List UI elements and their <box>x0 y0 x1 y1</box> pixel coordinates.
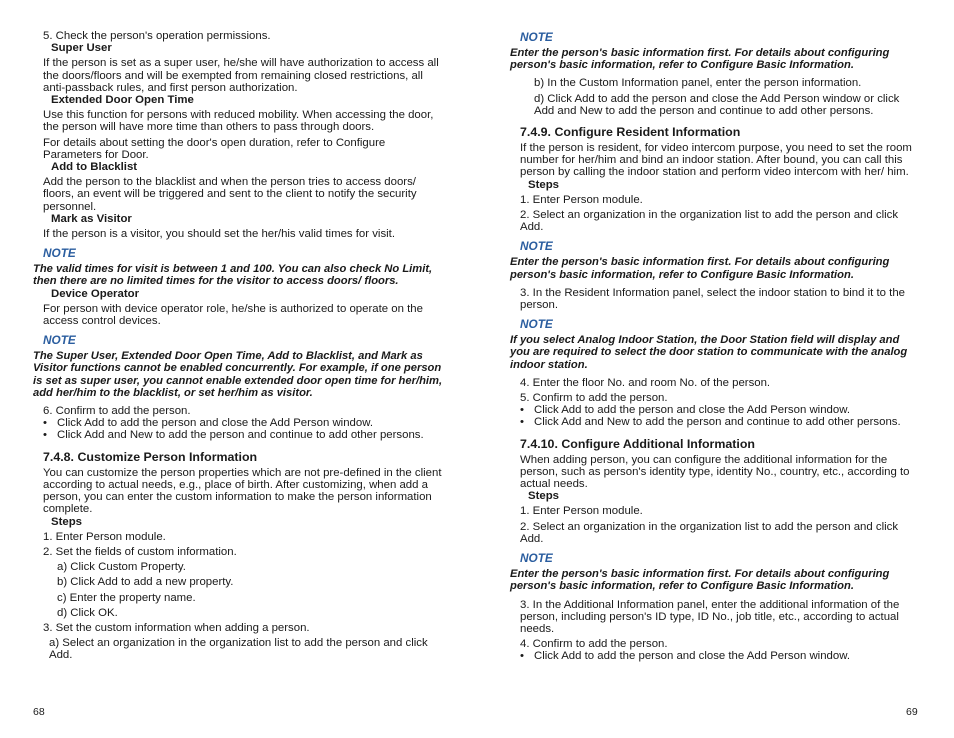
page-69 <box>510 30 920 663</box>
blacklist-text: Add the person to the blacklist and when the person tries to access doors/ floors, an event will be triggered and sent to the client to notify the security personnel. <box>43 176 417 213</box>
visitor-heading: Mark as Visitor <box>51 212 132 225</box>
list-item: • Click Add to add the person and close the Add Person window. <box>520 650 850 663</box>
bullet: • <box>520 416 524 429</box>
steps-heading: Steps <box>528 490 560 503</box>
section-heading: 7.4.8. Customize Person Information <box>43 449 258 464</box>
note-text: If you select Analog Indoor Station, the Door Station field will display and you are required to select the door station to communicate with the analog indoor station. <box>510 334 908 371</box>
section-heading: 7.4.9. Configure Resident Information <box>520 125 741 140</box>
step-1: 1. Enter Person module. <box>520 505 643 518</box>
step-1: 1. Enter Person module. <box>520 193 643 206</box>
section-intro: You can customize the person properties which are not pre-defined in the client according to actual needs, e.g., place of birth. After customizing, when add a person, you can enter the custom information to make the person information complete. <box>43 466 442 516</box>
steps-heading: Steps <box>528 178 560 191</box>
step-4: 4. Enter the floor No. and room No. of the person. <box>520 376 771 389</box>
note-label: NOTE <box>43 333 76 348</box>
list-item: • Click Add to add the person and close the Add Person window. <box>43 417 373 430</box>
step-2: 2. Select an organization in the organization list to add the person and click Add. <box>520 209 899 234</box>
note-text: Enter the person's basic information first. For details about configuring person's basic information, refer to Configure Basic Information. <box>510 47 890 72</box>
note-label: NOTE <box>520 317 553 332</box>
step-5: 5. Confirm to add the person. <box>520 392 668 405</box>
bullet: • <box>43 417 47 430</box>
step-2c: c) Enter the property name. <box>57 591 196 604</box>
step-3: 3. In the Resident Information panel, select the indoor station to bind it to the person. <box>520 286 905 312</box>
note-label: NOTE <box>520 30 553 44</box>
device-operator-text: For person with device operator role, he/she is authorized to operate on the access control devices. <box>43 302 423 328</box>
device-operator-heading: Device Operator <box>51 287 139 300</box>
section-intro: If the person is resident, for video intercom purpose, you need to set the room number for her/him and bind an indoor station. After bound, you can call this person by calling the indoor station and perform video intercom with her/ him. <box>520 142 912 179</box>
step-5: 5. Check the person's operation permissions. <box>43 30 271 42</box>
step-6: 6. Confirm to add the person. <box>43 405 191 418</box>
step-2: 2. Set the fields of custom information. <box>43 545 237 558</box>
step-3a: a) Select an organization in the organization list to add the person and click Add. <box>49 637 428 662</box>
extended-door-text: Use this function for persons with reduced mobility. When accessing the door, the person will have more time than others to pass through doors. <box>43 109 434 134</box>
note-label: NOTE <box>520 239 553 254</box>
step-2d: d) Click OK. <box>57 606 118 619</box>
section-heading: 7.4.10. Configure Additional Information <box>520 436 755 451</box>
bullet: • <box>43 429 47 442</box>
note-label: NOTE <box>43 246 76 261</box>
list-item: • Click Add and New to add the person and continue to add other persons. <box>43 429 424 442</box>
bullet: • <box>520 404 524 417</box>
note-label: NOTE <box>520 551 553 566</box>
step-1: 1. Enter Person module. <box>43 530 166 543</box>
step-2a: a) Click Custom Property. <box>57 561 186 574</box>
step-3: 3. Set the custom information when adding a person. <box>43 621 310 634</box>
step-4: 4. Confirm to add the person. <box>520 638 668 651</box>
list-item: • Click Add and New to add the person and continue to add other persons. <box>520 416 901 429</box>
visitor-text: If the person is a visitor, you should set the her/his valid times for visit. <box>43 228 396 241</box>
steps-heading: Steps <box>51 515 83 528</box>
page-number: 68 <box>33 706 45 718</box>
step-3d: d) Click Add to add the person and close the Add Person window or click Add and New to add the person and continue to add other persons. <box>534 92 900 117</box>
page-68 <box>33 30 443 662</box>
step-3: 3. In the Additional Information panel, enter the additional information of the person, including person's ID type, ID No., job title, etc., according to actual needs. <box>520 598 900 635</box>
extended-door-ref: For details about setting the door's open duration, refer to Configure Parameters for Door. <box>43 136 386 161</box>
note-text: Enter the person's basic information first. For details about configuring person's basic information, refer to Configure Basic Information. <box>510 568 890 593</box>
note-text: The valid times for visit is between 1 and 100. You can also check No Limit, then there are no limited times for the visitor to access doors/ floors. <box>33 263 433 288</box>
note-text: The Super User, Extended Door Open Time, Add to Blacklist, and Mark as Visitor functions cannot be enabled concurrently. For example, if one person is set as super user, you cannot enable extended door open time for her/him, add her/him to the blacklist, or set her/him as visitor. <box>33 350 443 399</box>
super-user-heading: Super User <box>51 42 112 55</box>
step-2: 2. Select an organization in the organization list to add the person and click Add. <box>520 520 899 545</box>
extended-door-heading: Extended Door Open Time <box>51 94 194 107</box>
page-number: 69 <box>906 706 918 718</box>
section-intro: When adding person, you can configure the additional information for the person, such as person's identity type, identity No., country, etc., according to actual needs. <box>520 453 910 491</box>
bullet: • <box>520 650 524 663</box>
step-3b: b) In the Custom Information panel, enter the person information. <box>534 77 862 90</box>
note-text: Enter the person's basic information first. For details about configuring person's basic information, refer to Configure Basic Information. <box>510 256 890 281</box>
step-2b: b) Click Add to add a new property. <box>57 576 234 589</box>
super-user-text: If the person is set as a super user, he/she will have authorization to access all the doors/floors and will be exempted from remaining closed restrictions, all anti-passback rules, and first person authorization. <box>43 57 439 94</box>
blacklist-heading: Add to Blacklist <box>51 161 138 174</box>
list-item: • Click Add to add the person and close the Add Person window. <box>520 404 850 417</box>
